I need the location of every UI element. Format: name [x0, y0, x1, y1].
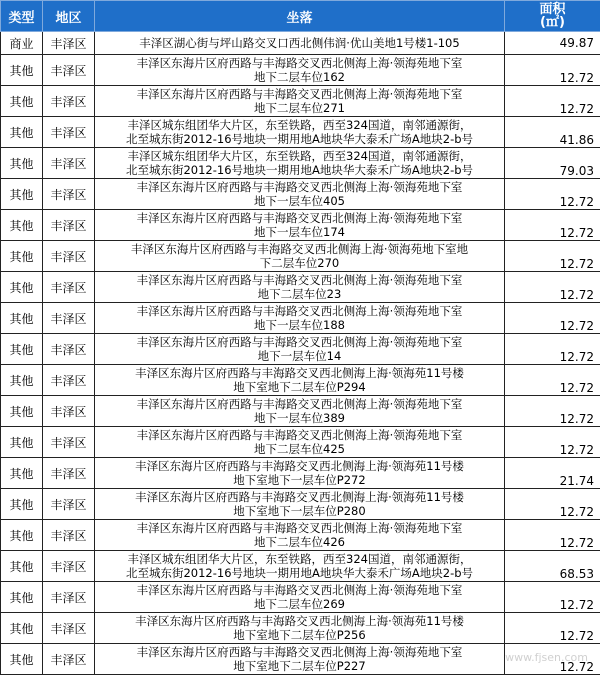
- cell-type: 其他: [1, 551, 43, 582]
- cell-type: 其他: [1, 613, 43, 644]
- header-type: 类型: [1, 1, 43, 32]
- cell-location: 丰泽区东海片区府西路与丰海路交叉西北侧海上海·领海苑地下室 地下一层车位405: [95, 179, 505, 210]
- cell-area: 丰泽区: [43, 272, 95, 303]
- cell-area: 丰泽区: [43, 613, 95, 644]
- cell-area: 丰泽区: [43, 179, 95, 210]
- cell-type: 其他: [1, 489, 43, 520]
- cell-size: 12.72: [505, 303, 600, 334]
- cell-location: 丰泽区城东组团华大片区，东至铁路，西至324国道，南邻通源街， 北至城东街2012-16号地块一期用地A地块华大泰禾广场A地块2-b号: [95, 551, 505, 582]
- cell-size: 12.72: [505, 613, 600, 644]
- cell-location: 丰泽区东海片区府西路与丰海路交叉西北侧海上海·领海苑地下室 地下二层车位269: [95, 582, 505, 613]
- cell-location: 丰泽区东海片区府西路与丰海路交叉西北侧海上海·领海苑地下室 地下二层车位426: [95, 520, 505, 551]
- cell-size: 12.72: [505, 272, 600, 303]
- cell-size: 21.74: [505, 458, 600, 489]
- table-row: [1, 55, 600, 86]
- table-row: [1, 365, 600, 396]
- table-row: [1, 396, 600, 427]
- cell-size: 12.72: [505, 334, 600, 365]
- table-row: [1, 117, 600, 148]
- table-row: [1, 272, 600, 303]
- table-row: [1, 148, 600, 179]
- cell-size: 41.86: [505, 117, 600, 148]
- cell-type: 其他: [1, 303, 43, 334]
- cell-type: 其他: [1, 520, 43, 551]
- table-row: [1, 520, 600, 551]
- cell-size: 12.72: [505, 179, 600, 210]
- cell-size: 12.72: [505, 210, 600, 241]
- cell-size: 12.72: [505, 55, 600, 86]
- table-row: [1, 241, 600, 272]
- cell-area: 丰泽区: [43, 32, 95, 55]
- cell-location: 丰泽区东海片区府西路与丰海路交叉西北侧海上海·领海苑地下室地 下二层车位270: [95, 241, 505, 272]
- cell-location: 丰泽区东海片区府西路与丰海路交叉西北侧海上海·领海苑地下室 地下二层车位162: [95, 55, 505, 86]
- cell-size: 12.72: [505, 427, 600, 458]
- table-row: [1, 551, 600, 582]
- cell-size: 12.72: [505, 365, 600, 396]
- cell-type: 其他: [1, 458, 43, 489]
- cell-location: 丰泽区东海片区府西路与丰海路交叉西北侧海上海·领海苑地下室 地下一层车位174: [95, 210, 505, 241]
- cell-type: 其他: [1, 334, 43, 365]
- header-size-label: 面积: [539, 2, 566, 17]
- cell-area: 丰泽区: [43, 86, 95, 117]
- table-row: [1, 179, 600, 210]
- table-row: [1, 489, 600, 520]
- cell-size: 12.72: [505, 396, 600, 427]
- cell-size: 12.72: [505, 644, 600, 675]
- cell-type: 其他: [1, 148, 43, 179]
- cell-area: 丰泽区: [43, 303, 95, 334]
- cell-area: 丰泽区: [43, 582, 95, 613]
- cell-size: 12.72: [505, 520, 600, 551]
- cell-location: 丰泽区东海片区府西路与丰海路交叉西北侧海上海·领海苑地下室 地下二层车位425: [95, 427, 505, 458]
- cell-location: 丰泽区城东组团华大片区，东至铁路，西至324国道，南邻通源街， 北至城东街2012-16号地块一期用地A地块华大泰禾广场A地块2-b号: [95, 117, 505, 148]
- cell-location: 丰泽区东海片区府西路与丰海路交叉西北侧海上海·领海苑11号楼 地下室地下二层车位P294: [95, 365, 505, 396]
- cell-location: 丰泽区东海片区府西路与丰海路交叉西北侧海上海·领海苑地下室 地下室地下二层车位P227: [95, 644, 505, 675]
- cell-type: 其他: [1, 272, 43, 303]
- cell-type: 其他: [1, 241, 43, 272]
- cell-area: 丰泽区: [43, 644, 95, 675]
- cell-location: 丰泽区东海片区府西路与丰海路交叉西北侧海上海·领海苑11号楼 地下室地下二层车位P256: [95, 613, 505, 644]
- table-row: [1, 334, 600, 365]
- table-header: [1, 1, 600, 32]
- table-row: [1, 303, 600, 334]
- cell-size: 12.72: [505, 241, 600, 272]
- header-size: [505, 1, 600, 32]
- table-row: [1, 210, 600, 241]
- cell-size: 68.53: [505, 551, 600, 582]
- cell-area: 丰泽区: [43, 520, 95, 551]
- cell-location: 丰泽区东海片区府西路与丰海路交叉西北侧海上海·领海苑地下室 地下一层车位389: [95, 396, 505, 427]
- cell-location: 丰泽区东海片区府西路与丰海路交叉西北侧海上海·领海苑地下室 地下一层车位14: [95, 334, 505, 365]
- cell-location: 丰泽区东海片区府西路与丰海路交叉西北侧海上海·领海苑地下室 地下二层车位23: [95, 272, 505, 303]
- header-area: 地区: [43, 1, 95, 32]
- cell-size: 12.72: [505, 582, 600, 613]
- table-row: [1, 458, 600, 489]
- table-row: [1, 32, 600, 55]
- table-row: [1, 427, 600, 458]
- cell-area: 丰泽区: [43, 55, 95, 86]
- cell-type: 其他: [1, 396, 43, 427]
- table-row: [1, 582, 600, 613]
- header-row: [1, 1, 600, 32]
- cell-type: 其他: [1, 86, 43, 117]
- cell-area: 丰泽区: [43, 551, 95, 582]
- header-size-unit: (㎡): [540, 15, 565, 30]
- cell-size: 79.03: [505, 148, 600, 179]
- table-row: [1, 613, 600, 644]
- table-row: [1, 86, 600, 117]
- cell-location: 丰泽区东海片区府西路与丰海路交叉西北侧海上海·领海苑11号楼 地下室地下一层车位P272: [95, 458, 505, 489]
- cell-area: 丰泽区: [43, 427, 95, 458]
- cell-location: 丰泽区城东组团华大片区，东至铁路，西至324国道，南邻通源街， 北至城东街2012-16号地块一期用地A地块华大泰禾广场A地块2-b号: [95, 148, 505, 179]
- cell-area: 丰泽区: [43, 117, 95, 148]
- cell-area: 丰泽区: [43, 489, 95, 520]
- cell-type: 其他: [1, 365, 43, 396]
- cell-type: 其他: [1, 55, 43, 86]
- cell-area: 丰泽区: [43, 334, 95, 365]
- cell-type: 其他: [1, 644, 43, 675]
- cell-area: 丰泽区: [43, 365, 95, 396]
- cell-area: 丰泽区: [43, 396, 95, 427]
- header-location: 坐落: [95, 1, 505, 32]
- cell-location: 丰泽区东海片区府西路与丰海路交叉西北侧海上海·领海苑11号楼 地下室地下一层车位P280: [95, 489, 505, 520]
- cell-type: 其他: [1, 582, 43, 613]
- cell-location: 丰泽区东海片区府西路与丰海路交叉西北侧海上海·领海苑地下室 地下二层车位271: [95, 86, 505, 117]
- cell-size: 12.72: [505, 86, 600, 117]
- cell-area: 丰泽区: [43, 458, 95, 489]
- cell-type: 其他: [1, 117, 43, 148]
- cell-location: 丰泽区东海片区府西路与丰海路交叉西北侧海上海·领海苑地下室 地下一层车位188: [95, 303, 505, 334]
- cell-type: 其他: [1, 210, 43, 241]
- cell-location: 丰泽区湖心街与坪山路交叉口西北侧伟润·优山美地1号楼1-105: [95, 32, 505, 55]
- cell-size: 12.72: [505, 489, 600, 520]
- cell-type: 其他: [1, 179, 43, 210]
- cell-area: 丰泽区: [43, 148, 95, 179]
- cell-area: 丰泽区: [43, 241, 95, 272]
- watermark: www.fjsen.com: [505, 651, 588, 664]
- cell-area: 丰泽区: [43, 210, 95, 241]
- cell-type: 其他: [1, 427, 43, 458]
- cell-size: 49.87: [505, 32, 600, 55]
- cell-type: 商业: [1, 32, 43, 55]
- table-body: [1, 32, 600, 675]
